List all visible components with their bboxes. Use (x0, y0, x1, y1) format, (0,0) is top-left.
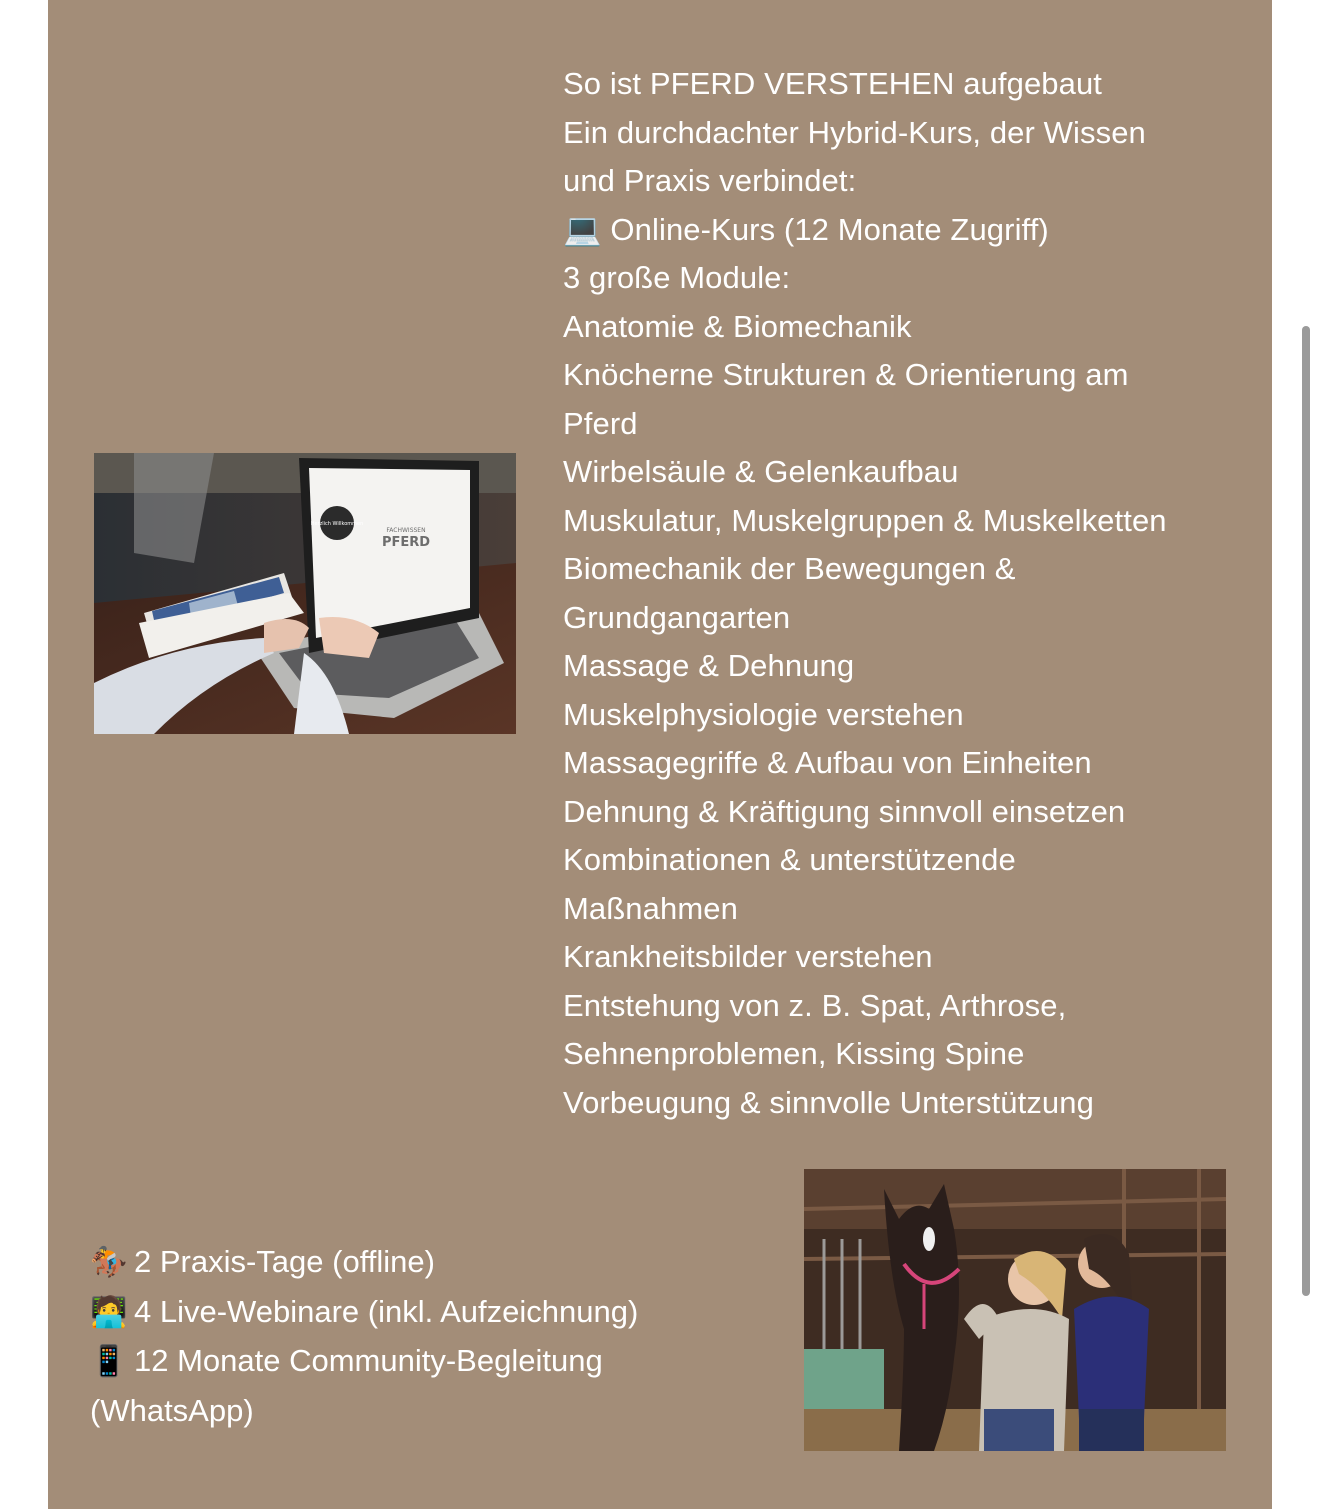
feature-item (90, 1288, 730, 1338)
intro-line: und Praxis verbindet: (563, 163, 857, 198)
module-item: Vorbeugung & sinnvolle Unterstützung (563, 1084, 1094, 1120)
module-title: Anatomie & Biomechanik (563, 308, 912, 344)
online-course-line: 💻 Online-Kurs (12 Monate Zugriff) (563, 211, 1049, 247)
module-item: Entstehung von z. B. Spat, Arthrose, (563, 987, 1067, 1023)
module-item: Maßnahmen (563, 890, 738, 926)
module-item: Massagegriffe & Aufbau von Einheiten (563, 745, 1092, 780)
feature-text: 4 Live-Webinare (inkl. Aufzeichnung) (134, 1293, 639, 1329)
feature-item (90, 1337, 730, 1387)
section-heading: So ist PFERD VERSTEHEN aufgebaut (563, 66, 1103, 101)
module-item: Muskelphysiologie verstehen (563, 696, 964, 732)
screen-logo-top: FACHWISSEN (386, 527, 426, 534)
horse-training-photo (804, 1169, 1226, 1451)
module-item: Muskulatur, Muskelgruppen & Muskelketten (563, 502, 1167, 538)
intro-line: Ein durchdachter Hybrid-Kurs, der Wissen (563, 114, 1146, 150)
feature-text: 2 Praxis-Tage (offline) (134, 1244, 435, 1279)
module-item: Wirbelsäule & Gelenkaufbau (563, 454, 959, 489)
laptop-photo (94, 453, 516, 734)
module-item: Biomechanik der Bewegungen & (563, 551, 1016, 586)
module-item: Pferd (563, 405, 638, 441)
module-item: Dehnung & Kräftigung sinnvoll einsetzen (563, 793, 1126, 829)
scrollbar-thumb[interactable] (1302, 326, 1310, 1296)
course-structure-text (563, 60, 1243, 1127)
technologist-icon: 🧑‍💻 (90, 1295, 128, 1329)
feature-item (90, 1238, 730, 1288)
module-title: Massage & Dehnung (563, 648, 855, 683)
horse-racing-icon: 🏇 (90, 1246, 128, 1279)
module-item: Grundgangarten (563, 599, 791, 635)
feature-list (90, 1238, 730, 1435)
feature-item-continuation (90, 1387, 730, 1436)
modules-heading: 3 große Module: (563, 260, 791, 295)
feature-text: 12 Monate Community-Begleitung (134, 1343, 603, 1378)
mobile-phone-icon: 📱 (90, 1345, 128, 1378)
module-title: Krankheitsbilder verstehen (563, 939, 933, 974)
module-item: Sehnenproblemen, Kissing Spine (563, 1036, 1025, 1071)
feature-text: (WhatsApp) (90, 1392, 254, 1428)
module-item: Knöcherne Strukturen & Orientierung am (563, 357, 1129, 392)
screen-logo-main: PFERD (381, 535, 431, 550)
module-item: Kombinationen & unterstützende (563, 842, 1016, 877)
welcome-badge-text: Herzlich Willkommen (310, 521, 364, 527)
